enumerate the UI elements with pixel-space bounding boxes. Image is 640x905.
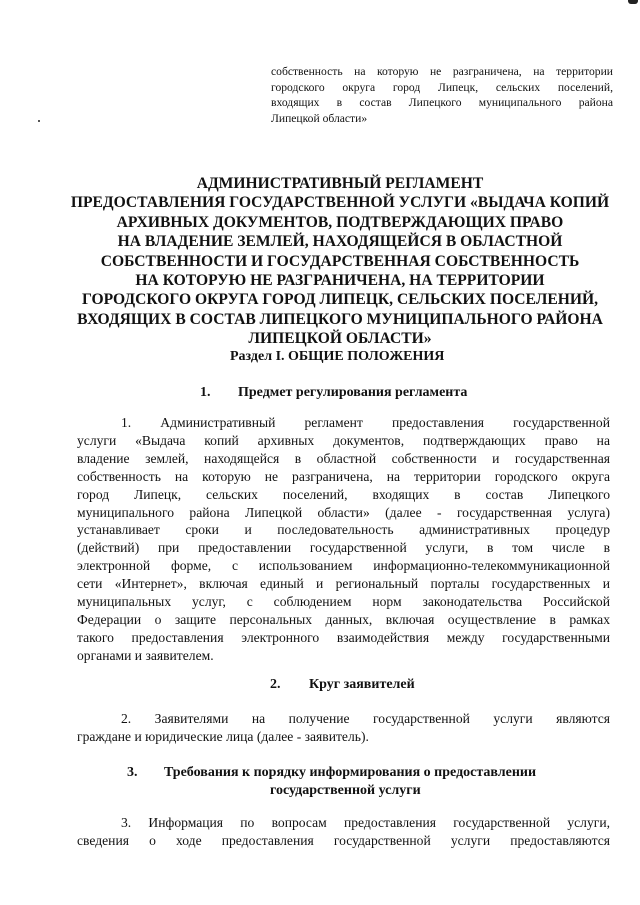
paragraph-line: 1. Административный регламент предоставления государственной [121, 415, 610, 430]
title-line: ГОРОДСКОГО ОКРУГА ГОРОД ЛИПЕЦК, СЕЛЬСКИХ ПОСЕЛЕНИЙ, [81, 291, 599, 309]
subsection-1-number: 1. [200, 385, 211, 400]
scan-speck [38, 120, 40, 122]
paragraph-line: сведения о ходе предоставления государственной услуги предоставляются [77, 832, 610, 848]
subsection-3-number: 3. [127, 765, 138, 780]
subsection-1-title: Предмет регулирования регламента [238, 385, 468, 400]
paragraph-line: город Липецк, сельских поселений, входящих в состав Липецкого [77, 486, 610, 502]
paragraph-line: устанавливает сроки и последовательность административных процедур [77, 522, 610, 538]
paragraph-line: муниципального района Липецкой области» (далее - государственная услуга) [77, 504, 610, 520]
paragraph-line: сети «Интернет», включая единый и региональный порталы государственных и [77, 576, 610, 592]
paragraph-line: органами и заявителем. [77, 647, 214, 663]
title-line: ЛИПЕЦКОЙ ОБЛАСТИ» [248, 330, 432, 348]
paragraph-line: собственность на которую не разграничена, на территории городского округа [77, 468, 610, 484]
subsection-2-number: 2. [270, 677, 281, 692]
paragraph-line: (действий) при предоставлении государственной услуги, в том числе в [77, 540, 610, 556]
paragraph-line: муниципальных услуг, с соблюдением норм законодательства Российской [77, 594, 610, 610]
header-line: Липецкой области» [271, 111, 368, 125]
paragraph-3 [77, 814, 610, 850]
title-line: СОБСТВЕННОСТИ И ГОСУДАРСТВЕННАЯ СОБСТВЕННОСТЬ [100, 252, 580, 270]
document-title [60, 174, 620, 349]
subsection-2-title: Круг заявителей [309, 677, 415, 692]
paragraph-line: электронной форме, с использованием информационно-телекоммуникационной [77, 558, 610, 574]
paragraph-line: такого предоставления электронного взаимодействия между государственными [77, 629, 610, 645]
header-line: городского округа город Липецк, сельских поселений, [271, 80, 613, 94]
paragraph-1 [77, 414, 610, 665]
title-line: АДМИНИСТРАТИВНЫЙ РЕГЛАМЕНТ [196, 175, 484, 192]
title-line: НА КОТОРУЮ НЕ РАЗГРАНИЧЕНА, НА ТЕРРИТОРИИ [135, 272, 545, 290]
paragraph-line: 2. Заявителями на получение государственной услуги являются [121, 711, 610, 726]
paragraph-line: услуги «Выдача копий архивных документов, подтверждающих право на [77, 432, 610, 448]
header-line: собственность на которую не разграничена, на территории [271, 65, 613, 78]
title-line: ВХОДЯЩИХ В СОСТАВ ЛИПЕЦКОГО МУНИЦИПАЛЬНОГО РАЙОНА [77, 310, 603, 328]
scan-corner-mark [628, 0, 638, 4]
paragraph-line: владение землей, находящейся в областной собственности и государственная [77, 450, 610, 466]
section-heading: Раздел I. ОБЩИЕ ПОЛОЖЕНИЯ [230, 349, 445, 364]
title-line: НА ВЛАДЕНИЕ ЗЕМЛЕЙ, НАХОДЯЩЕЙСЯ В ОБЛАСТНОЙ [117, 233, 563, 251]
title-line: ПРЕДОСТАВЛЕНИЯ ГОСУДАРСТВЕННОЙ УСЛУГИ «ВЫДАЧА КОПИЙ [70, 194, 610, 212]
header-line: входящих в состав Липецкого муниципального района [271, 96, 613, 109]
header-title-continuation [271, 64, 613, 126]
paragraph-line: Федерации о защите персональных данных, включая осуществление в рамках [77, 611, 610, 627]
paragraph-line: 3. Информация по вопросам предоставления государственной услуги, [121, 815, 610, 830]
subsection-3-title-line1: Требования к порядку информирования о предоставлении [164, 765, 537, 780]
paragraph-2 [77, 710, 610, 746]
subsection-3-title-line2: государственной услуги [270, 783, 421, 798]
title-line: АРХИВНЫХ ДОКУМЕНТОВ, ПОДТВЕРЖДАЮЩИХ ПРАВО [116, 213, 564, 231]
paragraph-line: граждане и юридические лица (далее - заявитель). [77, 728, 369, 744]
